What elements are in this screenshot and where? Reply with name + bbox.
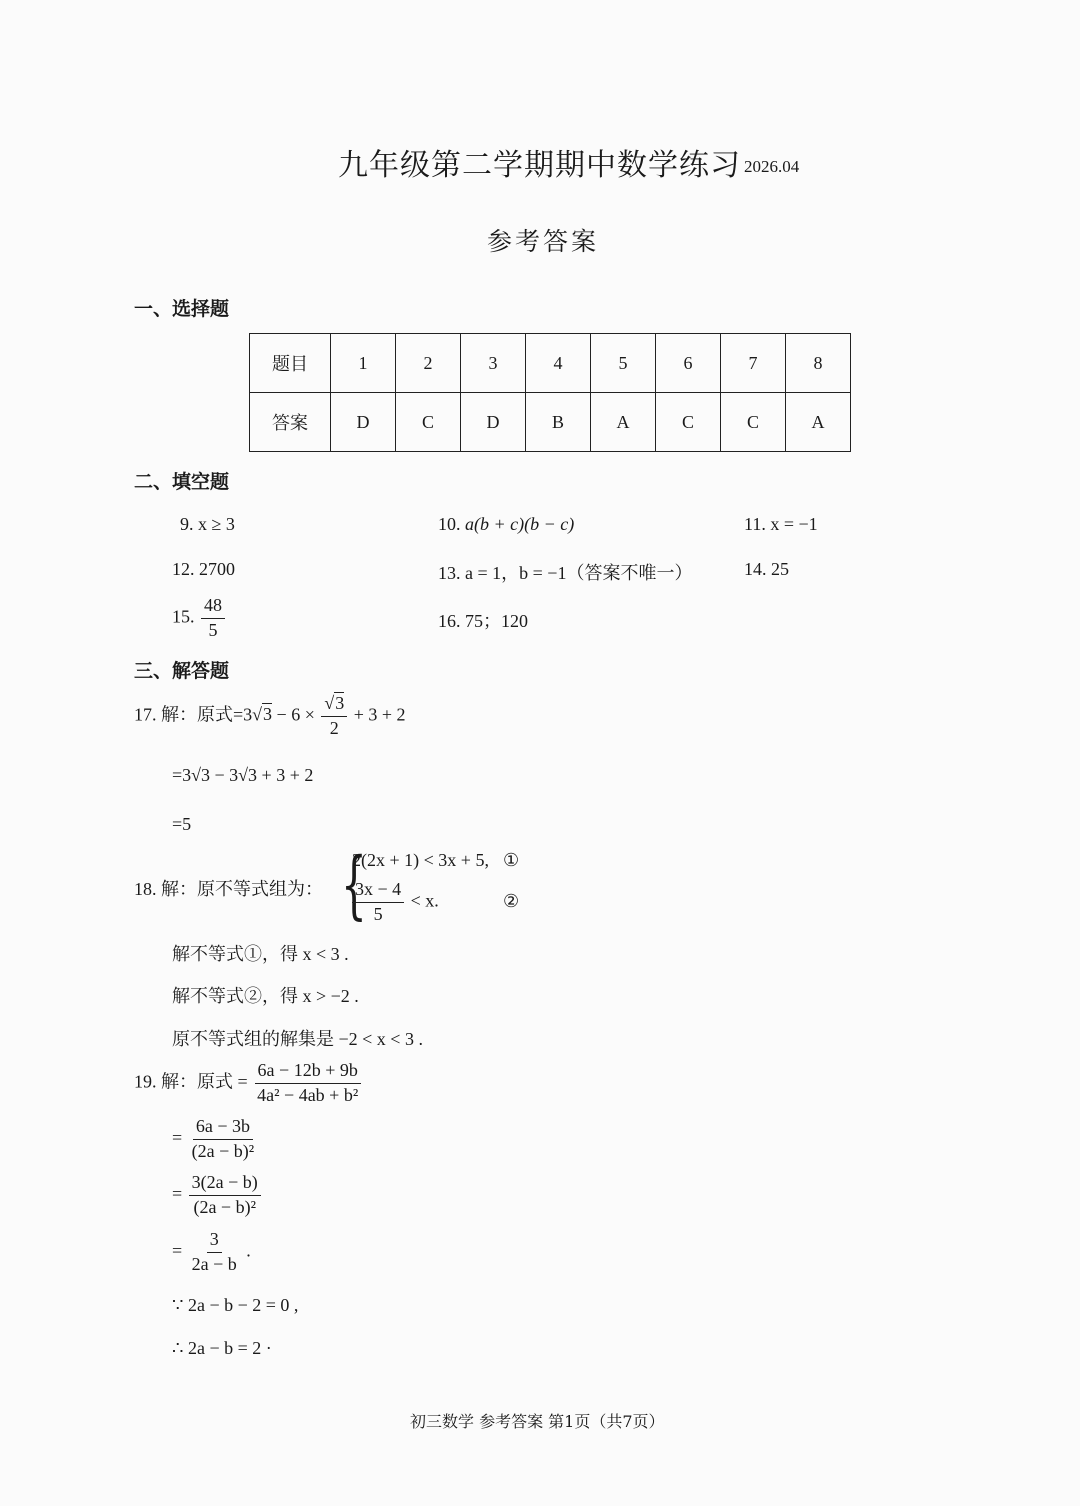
q19-therefore: ∴ 2a − b = 2 · [172, 1338, 272, 1358]
fill-number-10: 10. [438, 514, 461, 534]
q17-coef: 3 [243, 704, 253, 725]
fill-expr-13: a = 1，b = −1（答案不唯一） [465, 563, 693, 583]
fill-answer-12: 12. 2700 [172, 559, 235, 579]
answer-cell: A [591, 393, 656, 452]
question-number: 2 [396, 334, 461, 393]
q19-line-2 [172, 1117, 259, 1162]
fraction [321, 694, 347, 739]
equals-sign: = [172, 1127, 183, 1148]
answer-cell: B [526, 393, 591, 452]
fill-expr-10: a(b + c)(b − c) [465, 514, 575, 534]
question-number: 1 [331, 334, 396, 393]
question-number: 4 [526, 334, 591, 393]
question-number: 3 [461, 334, 526, 393]
answer-cell: D [461, 393, 526, 452]
section-choice-heading: 一、选择题 [134, 298, 230, 320]
exam-date: 2026.04 [744, 157, 800, 176]
fraction [189, 1173, 261, 1218]
table-row-label: 答案 [250, 393, 331, 452]
q19-because: ∵ 2a − b − 2 = 0 , [172, 1295, 299, 1315]
page-title: 九年级第二学期期中数学练习 [338, 148, 741, 183]
q19-line-3 [172, 1173, 263, 1218]
answer-cell: A [786, 393, 851, 452]
fill-answer-14: 14. 25 [744, 559, 789, 579]
fraction-denominator: 5 [208, 619, 218, 640]
fraction [201, 596, 225, 641]
fill-answer-15 [172, 596, 227, 641]
fraction-numerator: 6a − 12b + 9b [255, 1061, 361, 1084]
sqrt-radicand: 3 [335, 693, 345, 713]
period: . [246, 1240, 251, 1261]
page-subtitle: 参考答案 [487, 227, 600, 256]
section-solve-heading: 三、解答题 [134, 660, 230, 682]
fraction-denominator: 2a − b [191, 1253, 237, 1274]
q17-line-2: =3√3 − 3√3 + 3 + 2 [172, 765, 314, 785]
table-row-answers [250, 393, 851, 452]
q18-mark-1: ① [503, 850, 520, 870]
q17-line-1 [134, 694, 406, 739]
fraction-numerator: 3(2a − b) [189, 1173, 261, 1196]
fraction-numerator: 48 [201, 596, 225, 619]
fraction [254, 1061, 361, 1106]
fill-answer-11: 11. x = −1 [744, 514, 818, 534]
fraction-denominator: 4a² − 4ab + b² [257, 1084, 359, 1105]
q18-step-3: 原不等式组的解集是 −2 < x < 3 . [172, 1029, 423, 1049]
sqrt-symbol: √ [324, 693, 335, 713]
fill-answer-9: 9. x ≥ 3 [180, 514, 235, 534]
table-row-questions [250, 334, 851, 393]
q19-line-4 [172, 1230, 251, 1275]
equals-sign: = [172, 1183, 183, 1204]
sqrt-radicand: 3 [263, 704, 273, 725]
table-row-label: 题目 [250, 334, 331, 393]
q17-op: − 6 × [272, 704, 320, 725]
section-fill-heading: 二、填空题 [134, 471, 230, 493]
question-number: 6 [656, 334, 721, 393]
q18-step-2: 解不等式②，得 x > −2 . [172, 986, 359, 1006]
question-number: 8 [786, 334, 851, 393]
fraction-numerator: 3 [207, 1230, 222, 1253]
page-footer: 初三数学 参考答案 第1页（共7页） [410, 1412, 665, 1431]
fill-number-13: 13. [438, 563, 461, 583]
q18-mark-2: ② [503, 891, 520, 911]
fraction-numerator [321, 694, 347, 717]
q17-line-3: =5 [172, 814, 192, 834]
answer-cell: C [396, 393, 461, 452]
fraction-denominator: (2a − b)² [191, 1140, 255, 1161]
sqrt-symbol: √ [252, 704, 263, 725]
fraction-numerator: 6a − 3b [193, 1117, 253, 1140]
question-number: 7 [721, 334, 786, 393]
q18-step-1: 解不等式①，得 x < 3 . [172, 944, 349, 964]
fraction-denominator: (2a − b)² [193, 1196, 256, 1217]
fraction [189, 1230, 240, 1275]
q17-prefix: 17. 解：原式= [134, 704, 244, 725]
fill-answer-13 [438, 559, 692, 585]
q19-prefix: 19. 解：原式 = [134, 1071, 248, 1092]
answer-cell: D [331, 393, 396, 452]
q18-inequality-1: 2(2x + 1) < 3x + 5, [352, 850, 489, 870]
fraction [189, 1117, 258, 1162]
question-number: 5 [591, 334, 656, 393]
fill-answer-16: 16. 75；120 [438, 611, 528, 631]
equals-sign: = [172, 1240, 183, 1261]
fill-answer-10 [438, 514, 574, 535]
brace-symbol: { [341, 842, 367, 928]
q19-line-1 [134, 1061, 363, 1106]
fraction-denominator: 2 [329, 717, 339, 738]
answer-cell: C [721, 393, 786, 452]
q17-tail: + 3 + 2 [349, 704, 406, 725]
fraction-denominator: 5 [373, 903, 383, 924]
choice-answer-table [249, 333, 851, 452]
fill-number-15: 15. [172, 606, 195, 627]
fraction-numerator: 3x − 4 [352, 880, 404, 903]
fraction [352, 880, 404, 925]
q18-inequality-2-tail: < x. [410, 890, 439, 911]
q18-prefix: 18. 解：原不等式组为： [134, 879, 323, 899]
answer-cell: C [656, 393, 721, 452]
q18-inequality-2 [350, 880, 439, 925]
